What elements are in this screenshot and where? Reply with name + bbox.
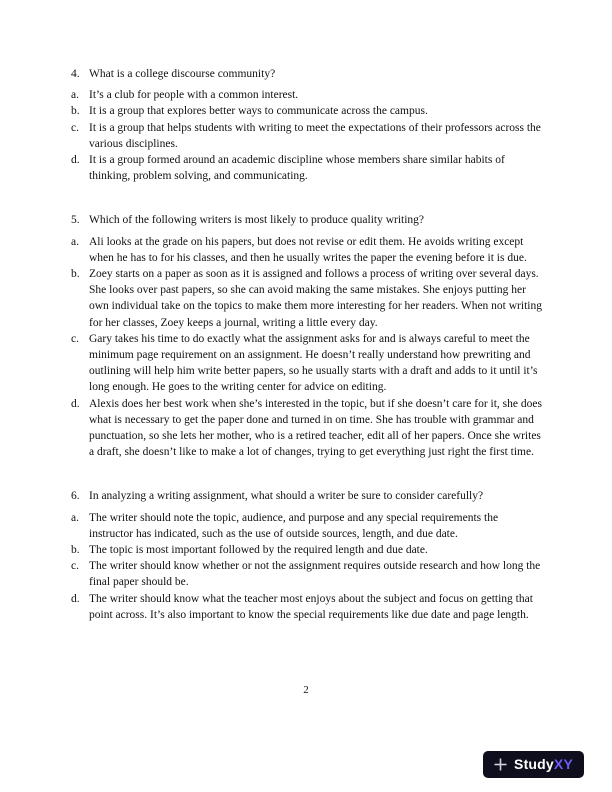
option-a <box>71 234 542 266</box>
option-letter: c. <box>71 332 79 345</box>
plus-icon <box>494 758 507 771</box>
question-header <box>71 212 542 228</box>
studyxy-logo <box>483 751 584 778</box>
option-b <box>71 103 542 119</box>
option-text: The writer should know whether or not the assignment requires outside research and how long the final paper should be. <box>89 560 541 589</box>
option-letter: d. <box>71 154 80 167</box>
option-a <box>71 510 542 542</box>
option-letter: d. <box>71 592 80 605</box>
option-b <box>71 542 542 558</box>
option-letter: c. <box>71 121 79 134</box>
option-d <box>71 396 542 461</box>
page-number: 2 <box>303 684 309 696</box>
option-d <box>71 591 542 623</box>
option-letter: a. <box>71 89 79 102</box>
option-c <box>71 558 542 590</box>
logo-text <box>514 756 573 772</box>
page-content <box>71 66 542 651</box>
option-text: It is a group that helps students with writing to meet the expectations of their professors across the various disciplines. <box>89 121 541 150</box>
option-text: Ali looks at the grade on his papers, but does not revise or edit them. He avoids writing except when he has to for his classes, and then he usually writes the paper the evening before it is due. <box>89 235 527 264</box>
option-text: It is a group that explores better ways to communicate across the campus. <box>89 105 428 118</box>
option-d <box>71 152 542 184</box>
option-text: Gary takes his time to do exactly what the assignment asks for and is always careful to meet the minimum page requirement on an assignment. He doesn’t really understand how prewriting and outlining will help him write better papers, so he usually starts with a draft and adds to it until it’s long enough. He goes to the writing center for advice on editing. <box>89 332 538 394</box>
option-text: It’s a club for people with a common interest. <box>89 89 299 102</box>
question-header <box>71 488 542 504</box>
question-4 <box>71 66 542 184</box>
option-a <box>71 87 542 103</box>
option-c <box>71 120 542 152</box>
logo-text-xy: XY <box>553 756 573 773</box>
option-letter: a. <box>71 235 79 248</box>
option-text: It is a group formed around an academic discipline whose members share similar habits of thinking, problem solving, and communicating. <box>89 154 505 183</box>
question-number: 6. <box>71 490 80 503</box>
question-5 <box>71 212 542 460</box>
question-text: What is a college discourse community? <box>89 68 276 80</box>
option-letter: d. <box>71 397 80 410</box>
option-letter: a. <box>71 511 79 524</box>
question-6 <box>71 488 542 623</box>
question-text: In analyzing a writing assignment, what should a writer be sure to consider carefully? <box>89 490 484 503</box>
option-text: The writer should note the topic, audience, and purpose and any special requirements the instructor has indicated, such as the use of outside sources, length, and due date. <box>89 511 499 540</box>
question-text: Which of the following writers is most likely to produce quality writing? <box>89 214 425 227</box>
logo-text-study: Study <box>514 756 554 773</box>
question-number: 5. <box>71 214 80 227</box>
option-letter: b. <box>71 544 80 557</box>
option-c <box>71 331 542 396</box>
option-b <box>71 266 542 331</box>
option-letter: c. <box>71 560 79 573</box>
option-text: Zoey starts on a paper as soon as it is assigned and follows a process of writing over several days. She looks over past papers, so she can avoid making the same mistakes. She enjoys putting her own individual take on the topics to make them more interesting for her readers. When not writing for her classes, Zoey keeps a journal, writing a little every day. <box>89 268 542 329</box>
option-letter: b. <box>71 268 80 281</box>
question-number: 4. <box>71 68 80 80</box>
option-text: The writer should know what the teacher most enjoys about the subject and focus on getting that point across. It’s also important to know the special requirements like due date and page length. <box>89 592 533 621</box>
option-text: Alexis does her best work when she’s interested in the topic, but if she doesn’t care for it, she does what is necessary to get the paper done and turned in on time. She has trouble with grammar and punctuation, so she lets her mother, who is a retired teacher, edit all of her papers. Once she writes a draft, she doesn’t like to make a lot of changes, trying to get everything just right the first time. <box>89 397 542 459</box>
question-header <box>71 66 542 82</box>
option-text: The topic is most important followed by the required length and due date. <box>89 544 428 557</box>
option-letter: b. <box>71 105 80 118</box>
